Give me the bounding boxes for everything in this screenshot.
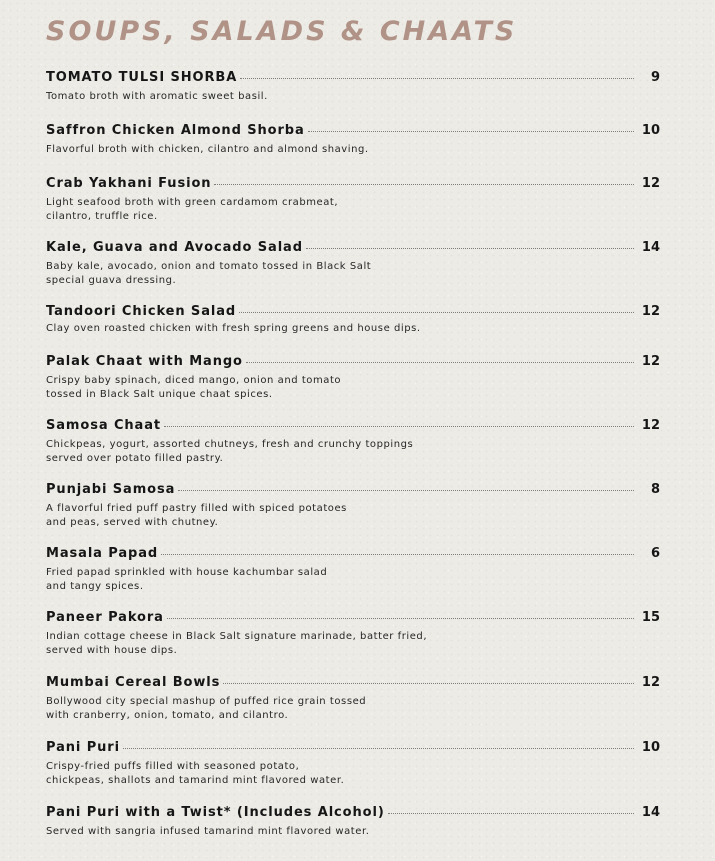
description-line: and peas, served with chutney. [46,517,219,528]
dotted-leader [388,813,634,814]
description-line: Served with sangria infused tamarind mint flavored water. [46,826,370,837]
menu-item-header [46,805,660,823]
dotted-leader [239,312,634,313]
menu-item-price: 12 [641,176,660,191]
menu-item-price: 12 [641,354,660,369]
menu-item [46,610,660,658]
menu-item [46,304,660,336]
dotted-leader [240,78,634,79]
description-line: A flavorful fried puff pastry filled with spiced potatoes [46,503,347,514]
menu-item-description [46,566,466,594]
menu-item-description [46,825,466,839]
menu-item-name: Palak Chaat with Mango [46,354,243,369]
menu-item-price: 8 [650,482,660,497]
menu-item-description [46,260,466,288]
menu-item [46,123,660,157]
menu-item-description [46,695,466,723]
menu-item [46,805,660,839]
menu-item-header [46,176,660,194]
dotted-leader [214,184,634,185]
menu-item-name: Paneer Pakora [46,610,164,625]
dotted-leader [164,426,634,427]
menu-item-header [46,70,660,88]
description-line: cilantro, truffle rice. [46,211,158,222]
menu-item-description [46,760,466,788]
description-line: served over potato filled pastry. [46,453,224,464]
description-line: Tomato broth with aromatic sweet basil. [46,91,268,102]
menu-item-header [46,610,660,628]
menu-item [46,740,660,788]
dotted-leader [123,748,634,749]
menu-item-name: Mumbai Cereal Bowls [46,675,221,690]
description-line: Crispy-fried puffs filled with seasoned potato, [46,761,300,772]
description-line: Indian cottage cheese in Black Salt signature marinade, batter fried, [46,631,428,642]
menu-item-name: Saffron Chicken Almond Shorba [46,123,305,138]
dotted-leader [178,490,634,491]
menu-item-name: TOMATO TULSI SHORBA [46,70,238,85]
menu-item-name: Punjabi Samosa [46,482,176,497]
menu-item-description [46,374,466,402]
menu-item [46,354,660,402]
menu-item [46,240,660,288]
section-title: SOUPS, SALADS & CHAATS [46,16,518,47]
menu-item-description [46,322,466,336]
menu-item-name: Pani Puri [46,740,120,755]
description-line: served with house dips. [46,645,178,656]
description-line: Light seafood broth with green cardamom crabmeat, [46,197,339,208]
menu-item [46,176,660,224]
menu-item-price: 6 [650,546,660,561]
menu-item-description [46,438,506,466]
description-line: chickpeas, shallots and tamarind mint flavored water. [46,775,345,786]
description-line: with cranberry, onion, tomato, and cilantro. [46,710,289,721]
menu-item [46,70,660,104]
menu-item-header [46,354,660,372]
menu-item-price: 9 [650,70,660,85]
description-line: tossed in Black Salt unique chaat spices. [46,389,273,400]
menu-item-price: 14 [641,805,660,820]
menu-item [46,546,660,594]
dotted-leader [306,248,634,249]
menu-item-header [46,418,660,436]
menu-item-price: 12 [641,418,660,433]
menu-item-header [46,240,660,258]
menu-item-name: Crab Yakhani Fusion [46,176,212,191]
menu-item-header [46,740,660,758]
menu-item-name: Tandoori Chicken Salad [46,304,237,319]
description-line: Flavorful broth with chicken, cilantro and almond shaving. [46,144,369,155]
description-line: Bollywood city special mashup of puffed rice grain tossed [46,696,367,707]
menu-item-header [46,123,660,141]
description-line: Crispy baby spinach, diced mango, onion and tomato [46,375,342,386]
description-line: Chickpeas, yogurt, assorted chutneys, fresh and crunchy toppings [46,439,414,450]
menu-item-price: 14 [641,240,660,255]
dotted-leader [308,131,634,132]
menu-item-name: Pani Puri with a Twist* (Includes Alcohol) [46,805,385,820]
menu-item-description [46,630,506,658]
menu-item-name: Kale, Guava and Avocado Salad [46,240,303,255]
menu-item-description [46,502,466,530]
dotted-leader [223,683,634,684]
menu-item-name: Masala Papad [46,546,159,561]
menu-item-price: 10 [641,740,660,755]
menu-item-description [46,143,466,157]
menu-item-price: 15 [641,610,660,625]
description-line: Fried papad sprinkled with house kachumbar salad [46,567,328,578]
description-line: and tangy spices. [46,581,144,592]
menu-item-header [46,304,660,322]
menu-item-description [46,90,466,104]
description-line: Clay oven roasted chicken with fresh spring greens and house dips. [46,323,421,334]
dotted-leader [167,618,634,619]
menu-item [46,418,660,466]
menu-item-header [46,482,660,500]
menu-item-price: 12 [641,304,660,319]
dotted-leader [246,362,634,363]
menu-item-name: Samosa Chaat [46,418,162,433]
menu-item-header [46,546,660,564]
menu-item [46,482,660,530]
description-line: special guava dressing. [46,275,177,286]
menu-item-header [46,675,660,693]
menu-item-price: 10 [641,123,660,138]
description-line: Baby kale, avocado, onion and tomato tossed in Black Salt [46,261,372,272]
dotted-leader [161,554,634,555]
menu-item-price: 12 [641,675,660,690]
menu-item [46,675,660,723]
menu-item-description [46,196,466,224]
